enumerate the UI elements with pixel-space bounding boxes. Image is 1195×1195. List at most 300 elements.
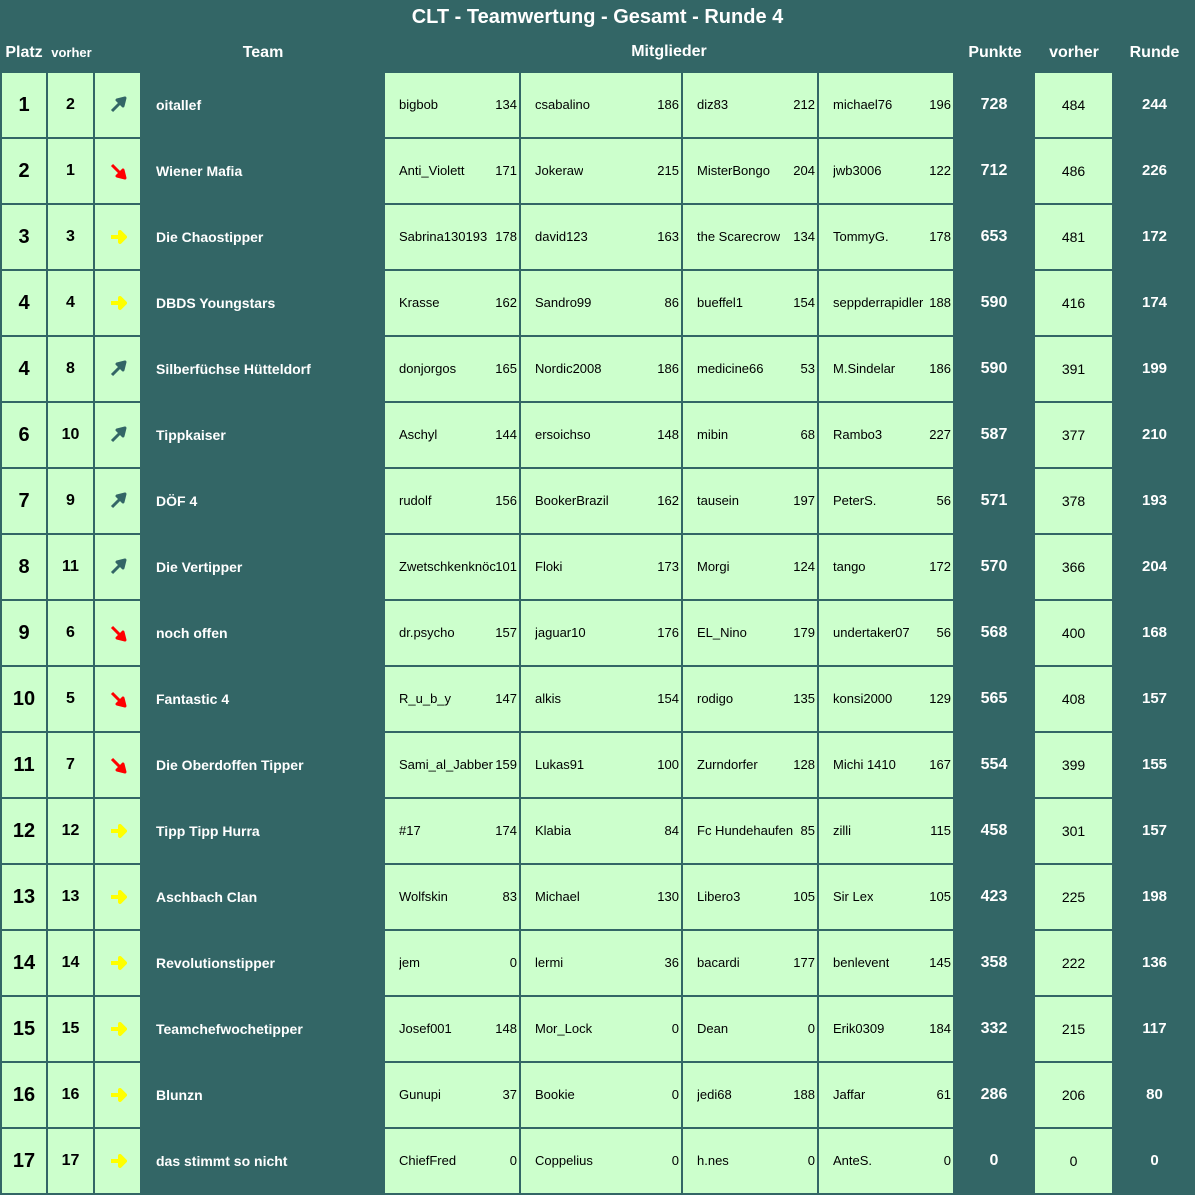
member-points: 215 xyxy=(657,163,679,178)
member-points: 177 xyxy=(793,955,815,970)
member-cell xyxy=(683,667,817,731)
member-name: alkis xyxy=(535,691,562,706)
member-points: 0 xyxy=(509,955,517,970)
arrow-right-icon xyxy=(95,205,140,269)
rank-cell: 17 xyxy=(2,1129,46,1193)
previous-rank-cell: 15 xyxy=(48,997,93,1061)
member-points: 154 xyxy=(793,295,815,310)
member-points: 162 xyxy=(657,493,679,508)
member-points: 135 xyxy=(793,691,815,706)
member-points: 85 xyxy=(800,823,815,838)
previous-points-cell: 301 xyxy=(1035,799,1112,863)
rank-cell: 13 xyxy=(2,865,46,929)
team-name: Die Chaostipper xyxy=(156,229,264,245)
member-name: david123 xyxy=(535,229,588,244)
round-points: 0 xyxy=(1150,1152,1159,1169)
member-cell xyxy=(385,337,519,401)
member-points: 128 xyxy=(793,757,815,772)
member-cell xyxy=(521,139,681,203)
round-points: 157 xyxy=(1141,822,1168,839)
member-name: Sami_al_Jabber xyxy=(399,757,493,772)
member-cell xyxy=(385,205,519,269)
member-points: 148 xyxy=(657,427,679,442)
team-name: Silberfüchse Hütteldorf xyxy=(156,361,311,377)
team-name: DBDS Youngstars xyxy=(156,295,276,311)
member-points: 184 xyxy=(929,1021,951,1036)
previous-points-cell: 481 xyxy=(1035,205,1112,269)
previous-points-cell: 416 xyxy=(1035,271,1112,335)
member-points: 134 xyxy=(793,229,815,244)
total-points: 653 xyxy=(980,228,1008,245)
previous-points-cell: 391 xyxy=(1035,337,1112,401)
member-points: 174 xyxy=(495,823,517,838)
member-cell xyxy=(683,73,817,137)
round-points: 244 xyxy=(1141,96,1168,113)
member-points: 0 xyxy=(671,1021,679,1036)
arrow-down-right-icon xyxy=(95,667,140,731)
arrow-right-icon xyxy=(95,271,140,335)
member-name: Michi 1410 xyxy=(833,757,896,772)
member-cell xyxy=(385,601,519,665)
member-name: Rambo3 xyxy=(833,427,883,442)
member-cell xyxy=(521,865,681,929)
arrow-down-right-icon xyxy=(95,601,140,665)
round-points: 174 xyxy=(1141,294,1168,311)
member-cell xyxy=(819,271,953,335)
member-points: 68 xyxy=(800,427,815,442)
round-points: 226 xyxy=(1141,162,1168,179)
header-vorher-points: vorher xyxy=(1049,44,1099,61)
header-punkte: Punkte xyxy=(968,44,1022,61)
member-cell xyxy=(385,271,519,335)
total-points: 590 xyxy=(980,360,1008,377)
rank-cell: 1 xyxy=(2,73,46,137)
member-name: zilli xyxy=(833,823,852,838)
previous-rank-cell: 5 xyxy=(48,667,93,731)
table-row xyxy=(0,930,1195,996)
member-cell xyxy=(521,1129,681,1193)
member-cell xyxy=(683,931,817,995)
member-points: 162 xyxy=(495,295,517,310)
member-name: Wolfskin xyxy=(399,889,448,904)
member-name: jem xyxy=(399,955,420,970)
member-name: Sabrina130193 xyxy=(399,229,488,244)
member-name: bacardi xyxy=(697,955,740,970)
member-cell xyxy=(819,799,953,863)
member-name: Jokeraw xyxy=(535,163,584,178)
arrow-right-icon xyxy=(95,865,140,929)
previous-points-cell: 399 xyxy=(1035,733,1112,797)
member-points: 154 xyxy=(657,691,679,706)
member-name: Klabia xyxy=(535,823,572,838)
member-name: seppderrapidler xyxy=(833,295,924,310)
member-points: 129 xyxy=(929,691,951,706)
table-row xyxy=(0,1062,1195,1128)
member-name: Krasse xyxy=(399,295,440,310)
member-cell xyxy=(385,733,519,797)
arrow-right-icon xyxy=(95,997,140,1061)
member-points: 163 xyxy=(657,229,679,244)
member-name: Sir Lex xyxy=(833,889,874,904)
member-cell xyxy=(521,205,681,269)
table-row xyxy=(0,270,1195,336)
member-points: 167 xyxy=(929,757,951,772)
team-name: Revolutionstipper xyxy=(156,955,276,971)
table-row xyxy=(0,732,1195,798)
previous-points-cell: 377 xyxy=(1035,403,1112,467)
member-cell xyxy=(683,535,817,599)
previous-points-cell: 378 xyxy=(1035,469,1112,533)
round-points: 199 xyxy=(1141,360,1168,377)
member-points: 197 xyxy=(793,493,815,508)
member-points: 144 xyxy=(495,427,517,442)
member-name: michael76 xyxy=(833,97,893,112)
member-name: csabalino xyxy=(535,97,590,112)
table-row xyxy=(0,666,1195,732)
member-points: 157 xyxy=(495,625,517,640)
arrow-up-right-icon xyxy=(95,403,140,467)
team-name: DÖF 4 xyxy=(156,493,198,509)
previous-rank-cell: 7 xyxy=(48,733,93,797)
member-cell xyxy=(819,667,953,731)
total-points: 587 xyxy=(980,426,1008,443)
rank-cell: 11 xyxy=(2,733,46,797)
previous-points-cell: 484 xyxy=(1035,73,1112,137)
round-points: 155 xyxy=(1141,756,1168,773)
member-name: jwb3006 xyxy=(833,163,882,178)
member-points: 0 xyxy=(671,1087,679,1102)
table-row xyxy=(0,402,1195,468)
member-cell xyxy=(521,667,681,731)
member-points: 145 xyxy=(929,955,951,970)
member-points: 105 xyxy=(793,889,815,904)
arrow-right-icon xyxy=(95,799,140,863)
member-cell xyxy=(385,931,519,995)
previous-points-cell: 408 xyxy=(1035,667,1112,731)
member-name: Coppelius xyxy=(535,1153,593,1168)
previous-rank-cell: 8 xyxy=(48,337,93,401)
rank-cell: 16 xyxy=(2,1063,46,1127)
table-row xyxy=(0,534,1195,600)
total-points: 568 xyxy=(980,624,1008,641)
arrow-down-right-icon xyxy=(95,139,140,203)
team-name: Tipp Tipp Hurra xyxy=(156,823,260,839)
member-name: the Scarecrow xyxy=(697,229,781,244)
previous-rank-cell: 6 xyxy=(48,601,93,665)
rank-cell: 7 xyxy=(2,469,46,533)
member-name: Anti_Violett xyxy=(399,163,465,178)
previous-rank-cell: 13 xyxy=(48,865,93,929)
round-points: 172 xyxy=(1141,228,1168,245)
table-row xyxy=(0,996,1195,1062)
rank-cell: 9 xyxy=(2,601,46,665)
member-name: Bookie xyxy=(535,1087,575,1102)
member-cell xyxy=(683,403,817,467)
member-points: 61 xyxy=(936,1087,951,1102)
page-title: CLT - Teamwertung - Gesamt - Runde 4 xyxy=(411,6,784,28)
previous-rank-cell: 14 xyxy=(48,931,93,995)
rank-cell: 15 xyxy=(2,997,46,1061)
member-cell xyxy=(385,1063,519,1127)
member-name: Dean xyxy=(697,1021,729,1036)
member-points: 227 xyxy=(929,427,951,442)
header-runde: Runde xyxy=(1129,44,1180,61)
previous-rank-cell: 10 xyxy=(48,403,93,467)
member-points: 0 xyxy=(807,1153,815,1168)
member-cell xyxy=(521,733,681,797)
rank-cell: 4 xyxy=(2,271,46,335)
member-cell xyxy=(819,733,953,797)
member-points: 0 xyxy=(671,1153,679,1168)
previous-points-cell: 486 xyxy=(1035,139,1112,203)
total-points: 286 xyxy=(980,1086,1008,1103)
previous-points-cell: 206 xyxy=(1035,1063,1112,1127)
arrow-up-right-icon xyxy=(95,469,140,533)
header-platz: Platz xyxy=(5,44,43,61)
member-points: 176 xyxy=(657,625,679,640)
member-points: 178 xyxy=(495,229,517,244)
previous-points-cell: 225 xyxy=(1035,865,1112,929)
member-cell xyxy=(683,205,817,269)
member-name: Floki xyxy=(535,559,563,574)
member-points: 0 xyxy=(509,1153,517,1168)
member-cell xyxy=(521,1063,681,1127)
member-cell xyxy=(683,997,817,1061)
member-name: BookerBrazil xyxy=(535,493,609,508)
total-points: 458 xyxy=(980,822,1008,839)
total-points: 570 xyxy=(980,558,1008,575)
member-cell xyxy=(819,1129,953,1193)
previous-points-cell: 366 xyxy=(1035,535,1112,599)
member-points: 147 xyxy=(495,691,517,706)
member-cell xyxy=(819,139,953,203)
member-name: rudolf xyxy=(399,493,432,508)
team-name: das stimmt so nicht xyxy=(156,1153,288,1169)
member-points: 204 xyxy=(793,163,815,178)
member-points: 173 xyxy=(657,559,679,574)
table-row xyxy=(0,72,1195,138)
previous-points-cell: 400 xyxy=(1035,601,1112,665)
previous-rank-cell: 9 xyxy=(48,469,93,533)
member-cell xyxy=(819,601,953,665)
round-points: 210 xyxy=(1141,426,1168,443)
previous-rank-cell: 11 xyxy=(48,535,93,599)
previous-rank-cell: 1 xyxy=(48,139,93,203)
total-points: 590 xyxy=(980,294,1008,311)
header-mitglieder: Mitglieder xyxy=(631,43,707,60)
member-points: 188 xyxy=(793,1087,815,1102)
member-points: 134 xyxy=(495,97,517,112)
member-cell xyxy=(521,73,681,137)
member-name: #17 xyxy=(399,823,421,838)
member-name: ersoichso xyxy=(535,427,591,442)
team-name: Blunzn xyxy=(156,1087,203,1103)
previous-points-cell: 222 xyxy=(1035,931,1112,995)
member-points: 172 xyxy=(929,559,951,574)
table-row xyxy=(0,1128,1195,1194)
member-points: 83 xyxy=(502,889,517,904)
team-name: Die Vertipper xyxy=(156,559,243,575)
member-name: Zurndorfer xyxy=(697,757,758,772)
member-points: 159 xyxy=(495,757,517,772)
member-points: 188 xyxy=(929,295,951,310)
team-name: Teamchefwochetipper xyxy=(156,1021,303,1037)
team-name: Tippkaiser xyxy=(156,427,226,443)
table-row xyxy=(0,468,1195,534)
member-name: tausein xyxy=(697,493,739,508)
member-name: diz83 xyxy=(697,97,729,112)
table-row xyxy=(0,600,1195,666)
member-cell xyxy=(683,139,817,203)
member-points: 178 xyxy=(929,229,951,244)
member-points: 130 xyxy=(657,889,679,904)
member-cell xyxy=(819,931,953,995)
previous-rank-cell: 12 xyxy=(48,799,93,863)
previous-points-cell: 0 xyxy=(1035,1129,1112,1193)
member-cell xyxy=(385,403,519,467)
rank-cell: 2 xyxy=(2,139,46,203)
member-cell xyxy=(521,931,681,995)
member-points: 0 xyxy=(943,1153,951,1168)
member-cell xyxy=(385,865,519,929)
member-name: medicine66 xyxy=(697,361,764,376)
rank-cell: 4 xyxy=(2,337,46,401)
member-points: 37 xyxy=(502,1087,517,1102)
member-name: Erik0309 xyxy=(833,1021,885,1036)
member-name: bigbob xyxy=(399,97,439,112)
header-team: Team xyxy=(242,44,284,61)
team-name: Wiener Mafia xyxy=(156,163,243,179)
member-cell xyxy=(819,1063,953,1127)
member-name: Gunupi xyxy=(399,1087,441,1102)
member-name: R_u_b_y xyxy=(399,691,452,706)
team-name: noch offen xyxy=(156,625,228,641)
arrow-up-right-icon xyxy=(95,73,140,137)
member-cell xyxy=(521,271,681,335)
team-name: oitallef xyxy=(156,97,202,113)
member-name: Jaffar xyxy=(833,1087,866,1102)
member-cell xyxy=(385,139,519,203)
previous-rank-cell: 4 xyxy=(48,271,93,335)
member-cell xyxy=(683,469,817,533)
member-name: Morgi xyxy=(697,559,730,574)
rank-cell: 3 xyxy=(2,205,46,269)
member-cell xyxy=(385,997,519,1061)
member-name: undertaker07 xyxy=(833,625,910,640)
member-points: 53 xyxy=(800,361,815,376)
arrow-up-right-icon xyxy=(95,535,140,599)
team-name: Fantastic 4 xyxy=(156,691,230,707)
arrow-right-icon xyxy=(95,1063,140,1127)
member-name: dr.psycho xyxy=(399,625,455,640)
member-cell xyxy=(683,1129,817,1193)
member-points: 212 xyxy=(793,97,815,112)
total-points: 358 xyxy=(980,954,1008,971)
member-points: 100 xyxy=(657,757,679,772)
member-points: 115 xyxy=(930,823,951,838)
member-cell xyxy=(819,997,953,1061)
member-points: 86 xyxy=(664,295,679,310)
member-cell xyxy=(819,337,953,401)
member-points: 101 xyxy=(495,559,517,574)
round-points: 157 xyxy=(1141,690,1168,707)
member-cell xyxy=(521,997,681,1061)
member-cell xyxy=(385,667,519,731)
round-points: 204 xyxy=(1141,558,1168,575)
member-cell xyxy=(683,733,817,797)
member-points: 186 xyxy=(929,361,951,376)
member-name: lermi xyxy=(535,955,564,970)
member-name: M.Sindelar xyxy=(833,361,896,376)
member-name: Lukas91 xyxy=(535,757,585,772)
member-name: konsi2000 xyxy=(833,691,893,706)
member-name: Josef001 xyxy=(399,1021,452,1036)
member-cell xyxy=(819,73,953,137)
total-points: 0 xyxy=(989,1152,999,1169)
total-points: 728 xyxy=(980,96,1008,113)
previous-rank-cell: 2 xyxy=(48,73,93,137)
previous-rank-cell: 17 xyxy=(48,1129,93,1193)
member-name: bueffel1 xyxy=(697,295,744,310)
member-cell xyxy=(521,535,681,599)
round-points: 168 xyxy=(1141,624,1168,641)
table-row xyxy=(0,204,1195,270)
member-cell xyxy=(385,1129,519,1193)
member-name: Michael xyxy=(535,889,580,904)
member-name: AnteS. xyxy=(833,1153,873,1168)
member-name: Zwetschkenknöc xyxy=(399,559,496,574)
member-cell xyxy=(683,601,817,665)
member-name: benlevent xyxy=(833,955,890,970)
member-points: 0 xyxy=(807,1021,815,1036)
member-name: Libero3 xyxy=(697,889,741,904)
round-points: 193 xyxy=(1141,492,1168,509)
member-points: 186 xyxy=(657,97,679,112)
round-points: 117 xyxy=(1142,1020,1167,1037)
member-points: 148 xyxy=(495,1021,517,1036)
member-points: 56 xyxy=(936,625,951,640)
member-cell xyxy=(819,535,953,599)
member-name: MisterBongo xyxy=(697,163,770,178)
member-cell xyxy=(683,271,817,335)
member-cell xyxy=(683,799,817,863)
member-points: 171 xyxy=(495,163,517,178)
member-points: 156 xyxy=(495,493,517,508)
rank-cell: 10 xyxy=(2,667,46,731)
previous-rank-cell: 3 xyxy=(48,205,93,269)
member-name: jaguar10 xyxy=(535,625,586,640)
member-name: PeterS. xyxy=(833,493,877,508)
member-points: 105 xyxy=(929,889,951,904)
arrow-right-icon xyxy=(95,1129,140,1193)
round-points: 80 xyxy=(1146,1086,1163,1103)
rank-cell: 12 xyxy=(2,799,46,863)
table-row xyxy=(0,138,1195,204)
member-name: TommyG. xyxy=(833,229,889,244)
arrow-right-icon xyxy=(95,931,140,995)
member-cell xyxy=(521,601,681,665)
rank-cell: 8 xyxy=(2,535,46,599)
member-points: 124 xyxy=(793,559,815,574)
table-row xyxy=(0,864,1195,930)
member-points: 84 xyxy=(664,823,679,838)
round-points: 136 xyxy=(1141,954,1168,971)
member-cell xyxy=(819,865,953,929)
member-cell xyxy=(385,73,519,137)
previous-points-cell: 215 xyxy=(1035,997,1112,1061)
total-points: 712 xyxy=(980,162,1008,179)
member-points: 122 xyxy=(929,163,951,178)
